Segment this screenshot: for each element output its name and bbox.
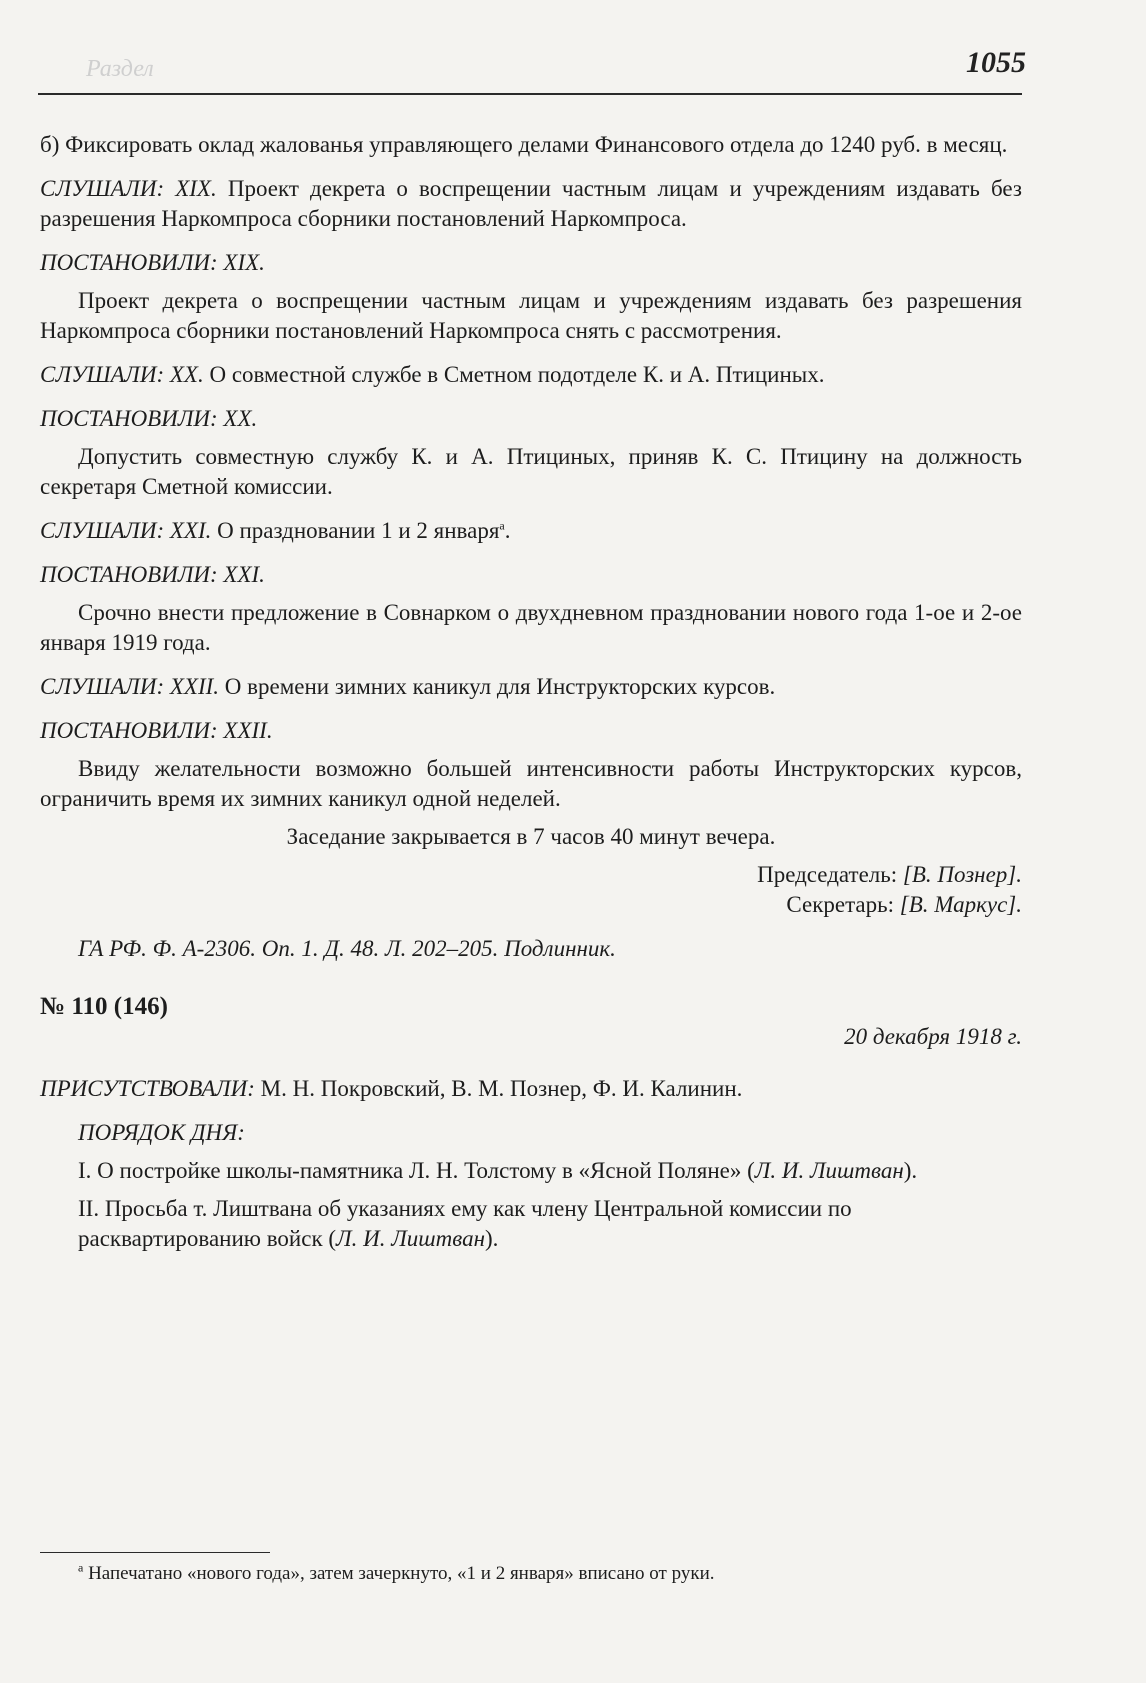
chair-name: [В. Познер]. <box>902 862 1022 887</box>
resolved-xix-text: Проект декрета о воспрещении частным лицам и учреждениям издавать без разрешения Наркомпроса сборники постановлений Наркомпроса снять с рассмотрения. <box>40 288 1022 343</box>
listened-xxii-text: О времени зимних каникул для Инструкторских курсов. <box>219 674 776 699</box>
listened-xxi-text: О праздновании 1 и 2 января <box>211 518 500 543</box>
resolved-xix-label: ПОСТАНОВИЛИ: XIX. <box>40 250 265 275</box>
listened-xxi-label: СЛУШАЛИ: XXI. <box>40 518 212 543</box>
agenda-item-2-end: ). <box>485 1226 499 1251</box>
resolved-xxii-text: Ввиду желательности возможно большей интенсивности работы Инструкторских курсов, ограничить время их зимних каникул одной неделей. <box>40 756 1022 811</box>
agenda-item-2-author: Л. И. Лиштван <box>336 1226 486 1251</box>
document-date: 20 декабря 1918 г. <box>844 1024 1022 1049</box>
listened-xxi-end: . <box>504 518 511 543</box>
agenda-item-1 <box>78 1156 1022 1186</box>
chair-signature <box>40 860 1022 890</box>
listened-xix-text: Проект декрета о воспрещении частным лицам и учреждениям издавать без разрешения Наркомпроса сборники постановлений Наркомпроса. <box>40 176 1023 231</box>
listened-xix-label: СЛУШАЛИ: XIX. <box>40 176 217 201</box>
footnote-rule <box>40 1552 270 1553</box>
footnote-ref: а <box>499 518 505 533</box>
listened-xx-label: СЛУШАЛИ: XX. <box>40 362 204 387</box>
listened-xx <box>40 360 1022 390</box>
chair-label: Председатель: <box>757 862 903 887</box>
closing-line: Заседание закрывается в 7 часов 40 минут вечера. <box>286 824 776 849</box>
agenda-item-1-end: ). <box>903 1158 918 1183</box>
agenda-item-1-text: I. О постройке школы-памятника Л. Н. Толстому в «Ясной Поляне» ( <box>78 1158 755 1183</box>
running-head: Раздел <box>86 56 154 82</box>
agenda-block <box>40 1118 1022 1254</box>
resolved-xx-label: ПОСТАНОВИЛИ: XX. <box>40 406 258 431</box>
document-number: № 110 (146) <box>40 993 168 1020</box>
header-rule <box>38 93 1022 95</box>
footnote-text: Напечатано «нового года», затем зачеркнуто, «1 и 2 января» вписано от руки. <box>83 1563 715 1584</box>
listened-xix <box>40 174 1022 234</box>
secretary-signature <box>40 890 1022 920</box>
present-line <box>40 1074 1022 1104</box>
listened-xxi <box>40 516 1022 546</box>
resolved-xxii-label: ПОСТАНОВИЛИ: XXII. <box>40 718 273 743</box>
present-label: ПРИСУТСТВОВАЛИ: <box>40 1076 255 1101</box>
document-body <box>40 130 1022 1254</box>
resolved-xxi-label: ПОСТАНОВИЛИ: XXI. <box>40 562 265 587</box>
agenda-item-2 <box>78 1194 1022 1254</box>
listened-xxii-label: СЛУШАЛИ: XXII. <box>40 674 220 699</box>
listened-xx-text: О совместной службе в Сметном подотделе К. и А. Птициных. <box>203 362 825 387</box>
footnote-mark: а <box>78 1560 84 1575</box>
resolved-xxi-text: Срочно внести предложение в Совнарком о двухдневном праздновании нового года 1-ое и 2-ое января 1919 года. <box>40 600 1022 655</box>
page-number: 1055 <box>966 46 1026 79</box>
secretary-name: [В. Маркус]. <box>899 892 1022 917</box>
agenda-label: ПОРЯДОК ДНЯ: <box>78 1120 245 1145</box>
resolved-xx-text: Допустить совместную службу К. и А. Птициных, приняв К. С. Птицину на должность секретаря Сметной комиссии. <box>40 444 1022 499</box>
item-b-paragraph: б) Фиксировать оклад жалованья управляющего делами Финансового отдела до 1240 руб. в месяц. <box>40 132 1008 157</box>
secretary-label: Секретарь: <box>786 892 900 917</box>
present-names: М. Н. Покровский, В. М. Познер, Ф. И. Калинин. <box>254 1076 743 1101</box>
listened-xxii <box>40 672 1022 702</box>
archive-source: ГА РФ. Ф. А-2306. Оп. 1. Д. 48. Л. 202–205. Подлинник. <box>78 936 616 961</box>
footnote <box>78 1562 1018 1586</box>
agenda-item-2-text: II. Просьба т. Лиштвана об указаниях ему как члену Центральной комиссии по расквартированию войск ( <box>78 1196 852 1251</box>
agenda-item-1-author: Л. И. Лиштван <box>754 1158 904 1183</box>
